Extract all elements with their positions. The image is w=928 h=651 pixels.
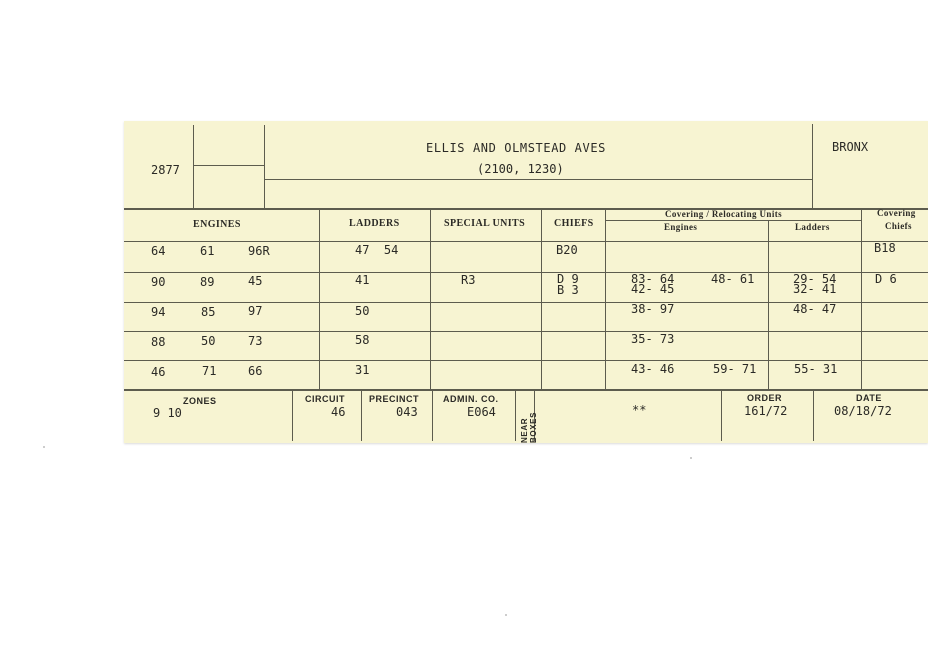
ladder-cell: 41	[355, 273, 370, 287]
ladders-header: LADDERS	[349, 218, 400, 229]
engine-cell: 97	[248, 304, 263, 318]
engine-cell: 90	[151, 275, 166, 289]
order-label: ORDER	[747, 393, 783, 403]
covering-engine-cell: 59- 71	[713, 362, 757, 376]
covering-ladder-cell: 48- 47	[793, 302, 837, 316]
date-value: 08/18/72	[834, 404, 892, 418]
covering-engine-cell: 48- 61	[711, 272, 755, 286]
covering-relocating-header: Covering / Relocating Units	[665, 209, 783, 219]
special-units-header: SPECIAL UNITS	[444, 218, 526, 229]
rule	[541, 208, 542, 390]
engine-cell: 45	[248, 274, 263, 288]
rule	[124, 331, 928, 332]
rule	[361, 391, 362, 441]
covering-engine-cell: 35- 73	[631, 332, 675, 346]
special-unit-cell: R3	[461, 273, 476, 287]
rule	[606, 220, 861, 221]
order-value: 161/72	[744, 404, 788, 418]
rule	[605, 208, 606, 390]
running-card	[124, 121, 928, 443]
covering-engine-cell: 38- 97	[631, 302, 675, 316]
date-label: DATE	[856, 393, 882, 403]
ladder-cell: 50	[355, 304, 370, 318]
engine-cell: 46	[151, 365, 166, 379]
rule	[193, 165, 265, 166]
chief-cell: B 3	[557, 283, 579, 297]
cov-engines-header: Engines	[664, 222, 698, 232]
location-name: ELLIS AND OLMSTEAD AVES	[426, 141, 606, 155]
rule	[432, 391, 433, 441]
engines-header: ENGINES	[193, 219, 241, 230]
engine-cell: 88	[151, 335, 166, 349]
precinct-value: 043	[396, 405, 418, 419]
rule	[813, 391, 814, 441]
chief-cell: D 9	[557, 272, 579, 286]
covering-chief-cell: B18	[874, 241, 896, 255]
ladder-cell: 31	[355, 363, 370, 377]
cross-reference: (2100, 1230)	[477, 162, 564, 176]
zones-value: 9 10	[153, 406, 182, 420]
admin-co-label: ADMIN. CO.	[443, 394, 499, 404]
engine-cell: 89	[200, 275, 215, 289]
engine-cell: 73	[248, 334, 263, 348]
rule	[193, 125, 194, 208]
engine-cell: 85	[201, 305, 216, 319]
ladder-cell: 47 54	[355, 243, 399, 257]
rule	[319, 208, 320, 390]
near-boxes-label: NEAR BOXES	[520, 411, 538, 443]
covering-engine-cell: 42- 45	[631, 282, 675, 296]
covering-engine-cell: 83- 64	[631, 272, 675, 286]
engine-cell: 64	[151, 244, 166, 258]
covering-chief-cell: D 6	[875, 272, 897, 286]
rule	[430, 208, 431, 390]
rule	[124, 208, 928, 210]
rule	[515, 391, 516, 441]
covering-chiefs-header: Chiefs	[885, 221, 912, 231]
chief-cell: B20	[556, 243, 578, 257]
ladder-cell: 58	[355, 333, 370, 347]
rule	[861, 208, 862, 390]
engine-cell: 50	[201, 334, 216, 348]
scan-speck	[505, 614, 507, 616]
covering-header: Covering	[877, 208, 916, 218]
borough: BRONX	[832, 140, 869, 154]
admin-co-value: E064	[467, 405, 496, 419]
rule	[721, 391, 722, 441]
covering-engine-cell: 43- 46	[631, 362, 675, 376]
cov-ladders-header: Ladders	[795, 222, 830, 232]
covering-ladder-cell: 55- 31	[794, 362, 838, 376]
engine-cell: 66	[248, 364, 263, 378]
engine-cell: 94	[151, 305, 166, 319]
covering-ladder-cell: 29- 54	[793, 272, 837, 286]
chiefs-header: CHIEFS	[554, 218, 594, 229]
rule	[768, 220, 769, 390]
engine-cell: 61	[200, 244, 215, 258]
box-number: 2877	[151, 163, 180, 177]
near-boxes-value: **	[632, 403, 647, 417]
zones-label: ZONES	[183, 396, 217, 406]
circuit-label: CIRCUIT	[305, 394, 345, 404]
covering-ladder-cell: 32- 41	[793, 282, 837, 296]
rule	[124, 389, 928, 391]
rule	[264, 179, 812, 180]
rule	[124, 241, 928, 242]
rule	[124, 360, 928, 361]
engine-cell: 96R	[248, 244, 270, 258]
engine-cell: 71	[202, 364, 217, 378]
scan-speck	[43, 446, 45, 448]
circuit-value: 46	[331, 405, 346, 419]
rule	[264, 125, 265, 208]
scan-speck	[690, 457, 692, 459]
rule	[812, 124, 813, 208]
rule	[292, 391, 293, 441]
precinct-label: PRECINCT	[369, 394, 420, 404]
